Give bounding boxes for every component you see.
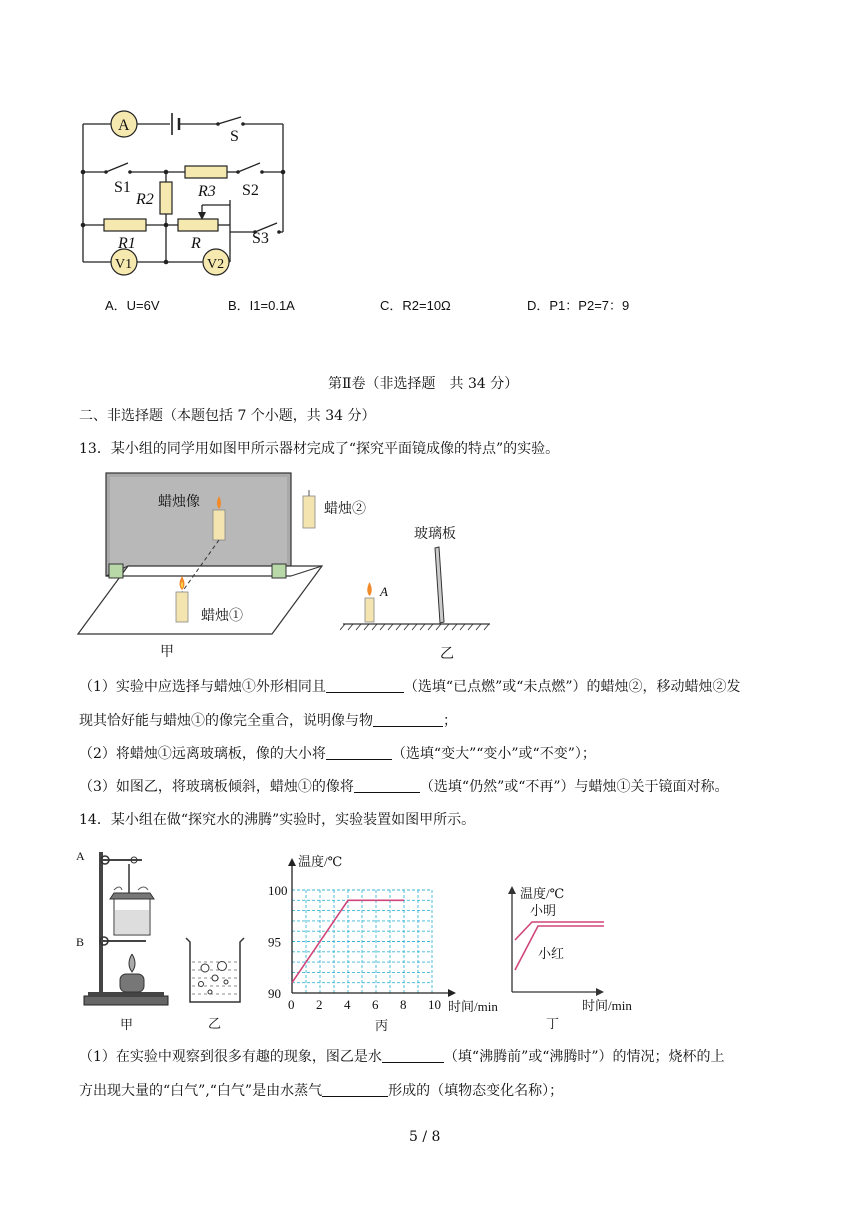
ding-ylabel: 温度/℃	[520, 886, 565, 901]
chart-x-tick: 10	[428, 997, 441, 1012]
answer-blank-4[interactable]	[354, 778, 420, 793]
option-a: A．U=6V	[105, 298, 160, 313]
label-candle-1: 蜡烛①	[201, 609, 243, 624]
answer-blank-6[interactable]	[322, 1082, 388, 1097]
label-jia: 甲	[160, 645, 174, 660]
option-d: D．P1：P2=7：9	[527, 298, 630, 313]
circuit-diagram	[78, 108, 290, 278]
q13-part1-line1: （1）实验中应选择与蜡烛①外形相同且 （选填“已点燃”或“未点燃”）的蜡烛②，移动蜡烛②发	[79, 679, 741, 695]
chart-grid	[292, 890, 432, 993]
ammeter-label: A	[118, 117, 130, 134]
chart-y-arrow	[288, 858, 296, 866]
q13-part2: （2）将蜡烛①远离玻璃板，像的大小将 （选填“变大”“变小”或“不变”）；	[79, 746, 596, 762]
label-yi-2: 乙	[208, 1016, 222, 1031]
q14-part1-line2: 方出现大量的“白气”,“白气”是由水蒸气 形成的（填物态变化名称）；	[79, 1083, 564, 1099]
label-b: B	[76, 935, 85, 949]
label-a: A	[76, 849, 85, 863]
q14-figure-jia	[76, 846, 176, 1032]
option-c: C．R2=10Ω	[380, 298, 451, 313]
r3-label: R3	[198, 183, 216, 200]
label-point-a: A	[380, 584, 388, 599]
q13-part3: （3）如图乙，将玻璃板倾斜，蜡烛①的像将 （选填“仍然”或“不再”）与蜡烛①关于镜面对称。	[79, 779, 729, 795]
chart-x-tick: 6	[372, 997, 379, 1012]
answer-blank-2[interactable]	[373, 712, 443, 727]
q13-figure-yi	[340, 520, 500, 660]
q14-chart-bing	[260, 850, 510, 1035]
label-xiaohong: 小红	[538, 946, 565, 961]
chart-y-tick: 90	[268, 986, 281, 1001]
r-label: R	[191, 235, 201, 252]
label-candle-image: 蜡烛像	[158, 495, 200, 510]
page-number: 5 / 8	[409, 1129, 441, 1145]
answer-blank-3[interactable]	[326, 745, 392, 760]
r2-label: R2	[136, 191, 154, 208]
label-bing: 丙	[375, 1018, 389, 1033]
chart-x-arrow	[448, 989, 456, 997]
v2-label: V2	[207, 257, 225, 272]
switch-s1-label: S1	[114, 179, 131, 196]
answer-blank-1[interactable]	[326, 678, 404, 693]
q14-figure-ding	[498, 880, 648, 1030]
q13-part1-line2: 现其恰好能与蜡烛①的像完全重合，说明像与物 ；	[79, 713, 457, 729]
chart-x-tick: 8	[400, 997, 407, 1012]
option-b: B．I1=0.1A	[228, 298, 295, 313]
v1-label: V1	[115, 257, 133, 272]
switch-s3-label: S3	[252, 230, 269, 247]
ding-xlabel: 时间/min	[582, 998, 632, 1013]
label-candle-2-text: 蜡烛②	[324, 501, 366, 517]
label-jia-2: 甲	[120, 1017, 134, 1032]
switch-s2-label: S2	[242, 182, 259, 199]
q14-part1-line1: （1）在实验中观察到很多有趣的现象，图乙是水 （填“沸腾前”或“沸腾时”）的情况；烧杯的上	[79, 1049, 725, 1065]
label-ding: 丁	[546, 1016, 560, 1030]
r1-label: R1	[118, 235, 136, 252]
chart-y-label: 温度/℃	[298, 854, 343, 869]
chart-y-tick: 95	[268, 934, 281, 950]
q14-figure-yi	[180, 932, 250, 1032]
part-title: 二、非选择题（本题包括 7 个小题，共 34 分）	[79, 408, 376, 424]
label-xiaoming: 小明	[530, 903, 557, 918]
chart-y-tick: 100	[268, 883, 288, 898]
q13-figure-jia	[76, 468, 336, 660]
chart-x-tick: 2	[316, 997, 323, 1012]
chart-x-tick: 4	[344, 997, 351, 1012]
label-yi: 乙	[440, 647, 454, 660]
answer-blank-5[interactable]	[382, 1048, 444, 1063]
chart-x-tick: 0	[288, 997, 295, 1012]
switch-s-label: S	[230, 128, 239, 145]
volume-title: 第Ⅱ卷（非选择题 共 34 分）	[328, 376, 519, 392]
label-glass: 玻璃板	[414, 527, 456, 542]
q14-stem: 14．某小组在做“探究水的沸腾”实验时，实验装置如图甲所示。	[79, 812, 476, 828]
chart-x-label: 时间/min	[448, 999, 498, 1014]
q13-stem: 13．某小组的同学用如图甲所示器材完成了“探究平面镜成像的特点”的实验。	[79, 441, 560, 457]
